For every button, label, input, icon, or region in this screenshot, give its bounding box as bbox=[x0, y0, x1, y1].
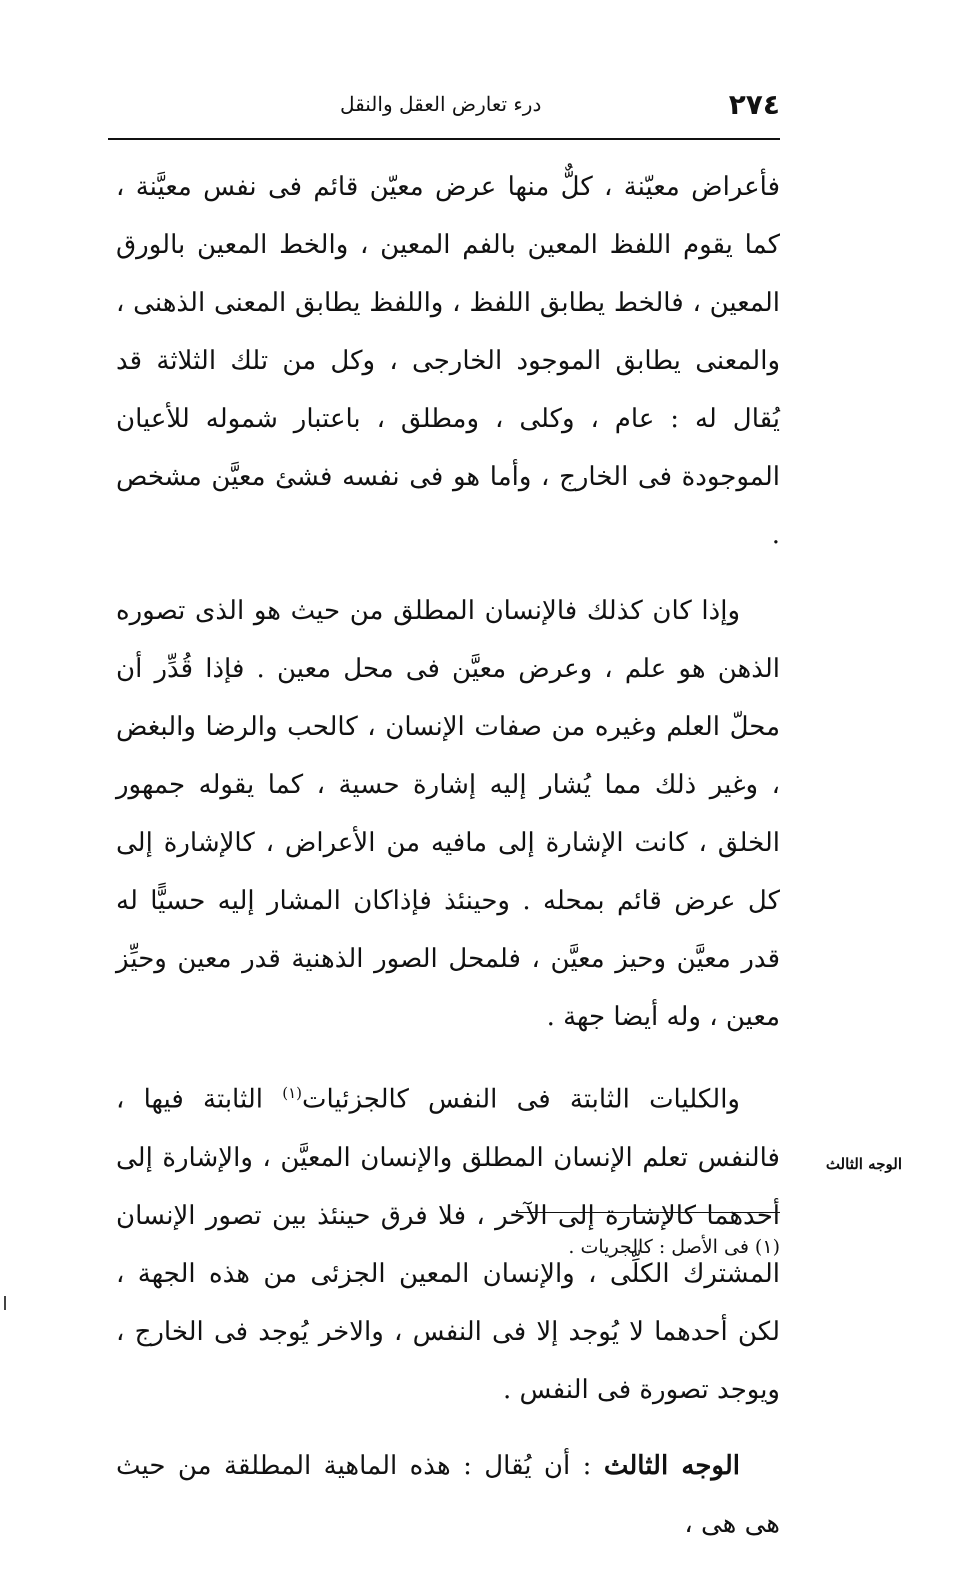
paragraph-4 bbox=[116, 1437, 780, 1553]
header-rule bbox=[108, 138, 780, 140]
paragraph-1: فأعراض معيّنة ، كلٌّ منها عرض معيّن قائم فى نفس معيَّنة ، كما يقوم اللفظ المعين بالفم المعين ، والخط المعين بالورق المعين ، فالخط يطابق اللفظ ، واللفظ يطابق المعنى الذهنى ، والمعنى يطابق الموجود الخارجى ، وكل من تلك الثلاثة قد يُقال له : عام ، وكلى ، ومطلق ، باعتبار شموله للأعيان الموجودة فى الخارج ، وأما هو فى نفسه فشئ معيَّن مشخص . bbox=[116, 172, 780, 550]
paragraph-3-rest: الثابتة فيها ، فالنفس تعلم الإنسان المطلق والإنسان المعيَّن ، والإشارة إلى أحدهما كالإشارة إلى الآخر ، فلا فرق حينئذ بين تصور الإنسان المشترك الكلِّى ، والإنسان المعين الجزئى من هذه الجهة ، لكن أحدهما لا يُوجد إلا فى النفس ، والاخر يُوجد فى الخارج ، ويوجد تصورة فى النفس . bbox=[116, 1084, 780, 1405]
section-heading: الوجه الثالث bbox=[603, 1450, 740, 1481]
paragraph-2: وإذا كان كذلك فالإنسان المطلق من حيث هو الذى تصوره الذهن هو علم ، وعرض معيَّن فى محل معين . فإذا قُدِّر أن محلّ العلم وغيره من صفات الإنسان ، كالحب والرضا والبغض ، وغير ذلك مما يُشار إليه إشارة حسية ، كما يقوله جمهور الخلق ، كانت الإشارة إلى مافيه من الأعراض ، كالإشارة إلى كل عرض قائم بمحله . وحينئذ فإذاكان المشار إليه حسيًّا له قدر معيَّن وحيز معيَّن ، فلمحل الصور الذهنية قدر معين وحيِّز معين ، وله أيضا جهة . bbox=[116, 596, 780, 1032]
footnote-rule bbox=[516, 1212, 780, 1213]
page-header bbox=[108, 78, 780, 128]
paragraph-4-rest: : أن يُقال : هذه الماهية المطلقة من حيث هى هى ، bbox=[116, 1450, 780, 1539]
paragraph-3-start: والكليات الثابتة فى النفس كالجزئيات bbox=[301, 1084, 740, 1115]
margin-note: الوجه الثالث bbox=[825, 1155, 902, 1173]
page-number: ٢٧٤ bbox=[728, 88, 780, 121]
running-title: درء تعارض العقل والنقل bbox=[340, 92, 542, 116]
footnote: (١) فى الأصل : كالجريات . bbox=[568, 1236, 780, 1258]
footnote-reference[interactable]: (١) bbox=[282, 1084, 302, 1102]
scan-mark bbox=[4, 1296, 6, 1310]
main-text bbox=[116, 158, 780, 1571]
